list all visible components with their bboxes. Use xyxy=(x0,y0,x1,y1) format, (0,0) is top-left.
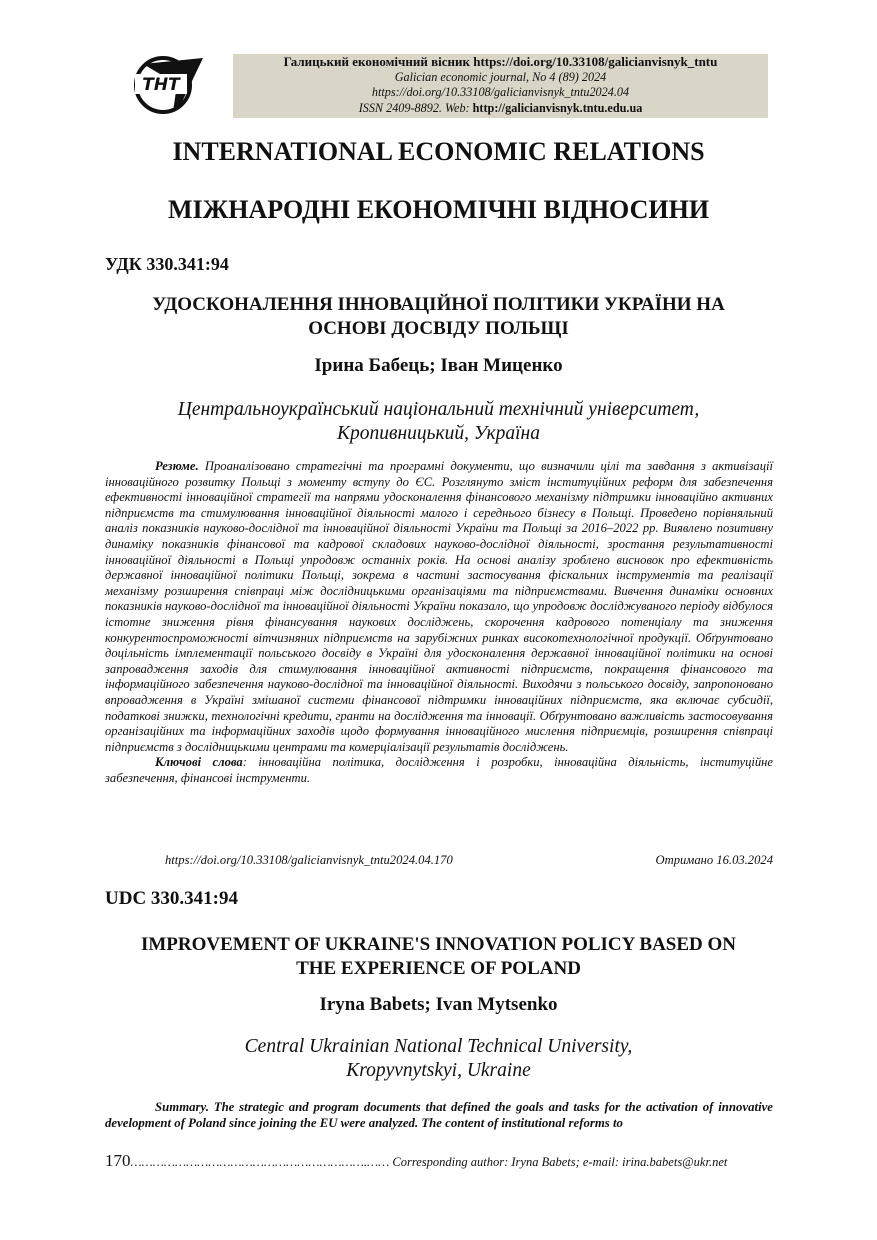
article-title-ua xyxy=(100,293,777,341)
issue-doi: https://doi.org/10.33108/galicianvisnyk_tntu2024.04 xyxy=(371,85,630,99)
journal-logo xyxy=(133,54,209,116)
journal-issue: Galician economic journal, No 4 (89) 2024 xyxy=(394,69,607,84)
affiliation-en-line1: Central Ukrainian National Technical University, xyxy=(244,1036,633,1057)
title-en-line2: THE EXPERIENCE OF POLAND xyxy=(296,958,581,979)
corresponding-author: Corresponding author: Iryna Babets; e-mail: irina.babets@ukr.net xyxy=(389,1155,728,1169)
affiliation-en xyxy=(0,1035,877,1083)
title-ua-line1: УДОСКОНАЛЕННЯ ІННОВАЦІЙНОЇ ПОЛІТИКИ УКРАЇНИ НА xyxy=(152,294,725,315)
abstract-ua xyxy=(105,459,773,786)
affiliation-ua-line1: Центральноукраїнський національний технічний університет, xyxy=(177,399,700,420)
footer-dots: ……………………………………………………….…… xyxy=(130,1155,390,1169)
affiliation-en-line2: Kropyvnytskyi, Ukraine xyxy=(346,1060,531,1081)
authors-ua: Ірина Бабець; Іван Миценко xyxy=(314,355,563,376)
journal-header xyxy=(233,54,768,118)
received-date: Отримано 16.03.2024 xyxy=(655,853,773,867)
abstract-label: Резюме. xyxy=(155,459,199,473)
udc-ua: УДК 330.341:94 xyxy=(105,254,229,274)
page-number: 170 xyxy=(105,1151,131,1170)
page-footer xyxy=(105,1151,773,1171)
affiliation-ua-line2: Кропивницький, Україна xyxy=(337,423,540,444)
affiliation-ua xyxy=(0,398,877,446)
article-doi-link[interactable]: https://doi.org/10.33108/galicianvisnyk_tntu2024.04.170 xyxy=(165,853,453,867)
journal-name: Галицький економічний вісник https://doi.org/10.33108/galicianvisnyk_tntu xyxy=(283,54,718,69)
logo-text: ТНТ xyxy=(142,75,180,95)
section-title-ua: МІЖНАРОДНІ ЕКОНОМІЧНІ ВІДНОСИНИ xyxy=(167,195,710,224)
keywords-text: : інноваційна політика, дослідження і розробки, інноваційна діяльність, інституційне забезпечення, фінансові інструменти. xyxy=(105,755,773,785)
issn: ISSN 2409-8892. Web: xyxy=(358,100,473,115)
authors-en: Iryna Babets; Ivan Mytsenko xyxy=(319,994,558,1015)
keywords-label: Ключові слова xyxy=(155,755,243,770)
article-title-en xyxy=(100,933,777,981)
abstract-text: Проаналізовано стратегічні та програмні документи, що визначили цілі та завдання з активізації інноваційного розвитку Польщі з моменту вступу до ЄС. Розглянуто зміст інституційних реформ для забезпечення ефективності інноваційної стратегії та напрями удосконалення фінансового механізму підтримки інноваційно активних підприємств та стимулювання інноваційної діяльності малого і середнього бізнесу в Польщі. Проведено порівняльний аналіз показників науково-дослідної та інноваційної діяльності України та Польщі за 2016–2022 рр. Виявлено позитивну динаміку показників фінансової та кадрової складових науково-дослідної діяльності, зростання результативності інноваційної діяльності в Польщі упродовж останніх років. На основі аналізу зроблено висновок про ефективність державної інноваційної політики Польщі, зокрема в частині застосування фіскальних інструментів та реалізації механізму розширення співпраці між дослідницькими організаціями та підприємствами. Вивчення динаміки основних показників науково-дослідної та інноваційної діяльності України показало, що упродовж досліджуваного періоду відбулося істотне зниження рівня фінансування наукових досліджень, скорочення кадрового потенціалу та зниження конкурентоспроможності вітчизняних підприємств на зарубіжних ринках високотехнологічної продукції. Обґрунтовано доцільність імплементації польського досвіду в Україні для удосконалення державної інноваційної політики на основі запровадження заходів для стимулювання інноваційної активності підприємств, покращення фінансового та інформаційного забезпечення науково-дослідної та інноваційної діяльності. Виходячи з польського досвіду, запропоновано впровадження в Україні змішаної системи фінансової підтримки інноваційних підприємств, яка включає субсидії, податкові знижки, технологічні кредити, гранти на дослідження та інновації. Обґрунтовано важливість застосовування організаційних та інформаційних заходів щодо формування інноваційного мислення підприємців, розширення співпраці підприємств з дослідницькими центрами та комерціалізації результатів досліджень. xyxy=(105,459,773,754)
summary-label: Summary xyxy=(155,1100,206,1114)
title-en-line1: IMPROVEMENT OF UKRAINE'S INNOVATION POLICY BASED ON xyxy=(140,934,737,955)
summary-text: . The strategic and program documents that defined the goals and tasks for the activation of innovative development of Poland since joining the EU were analyzed. The content of institutional reforms to xyxy=(105,1100,773,1130)
udc-en: UDC 330.341:94 xyxy=(105,888,238,909)
section-title-en: INTERNATIONAL ECONOMIC RELATIONS xyxy=(172,137,705,166)
doi-received-line xyxy=(165,853,773,868)
summary-en xyxy=(105,1099,773,1131)
journal-website-link[interactable]: http://galicianvisnyk.tntu.edu.ua xyxy=(472,100,643,115)
title-ua-line2: ОСНОВІ ДОСВІДУ ПОЛЬЩІ xyxy=(308,318,569,339)
